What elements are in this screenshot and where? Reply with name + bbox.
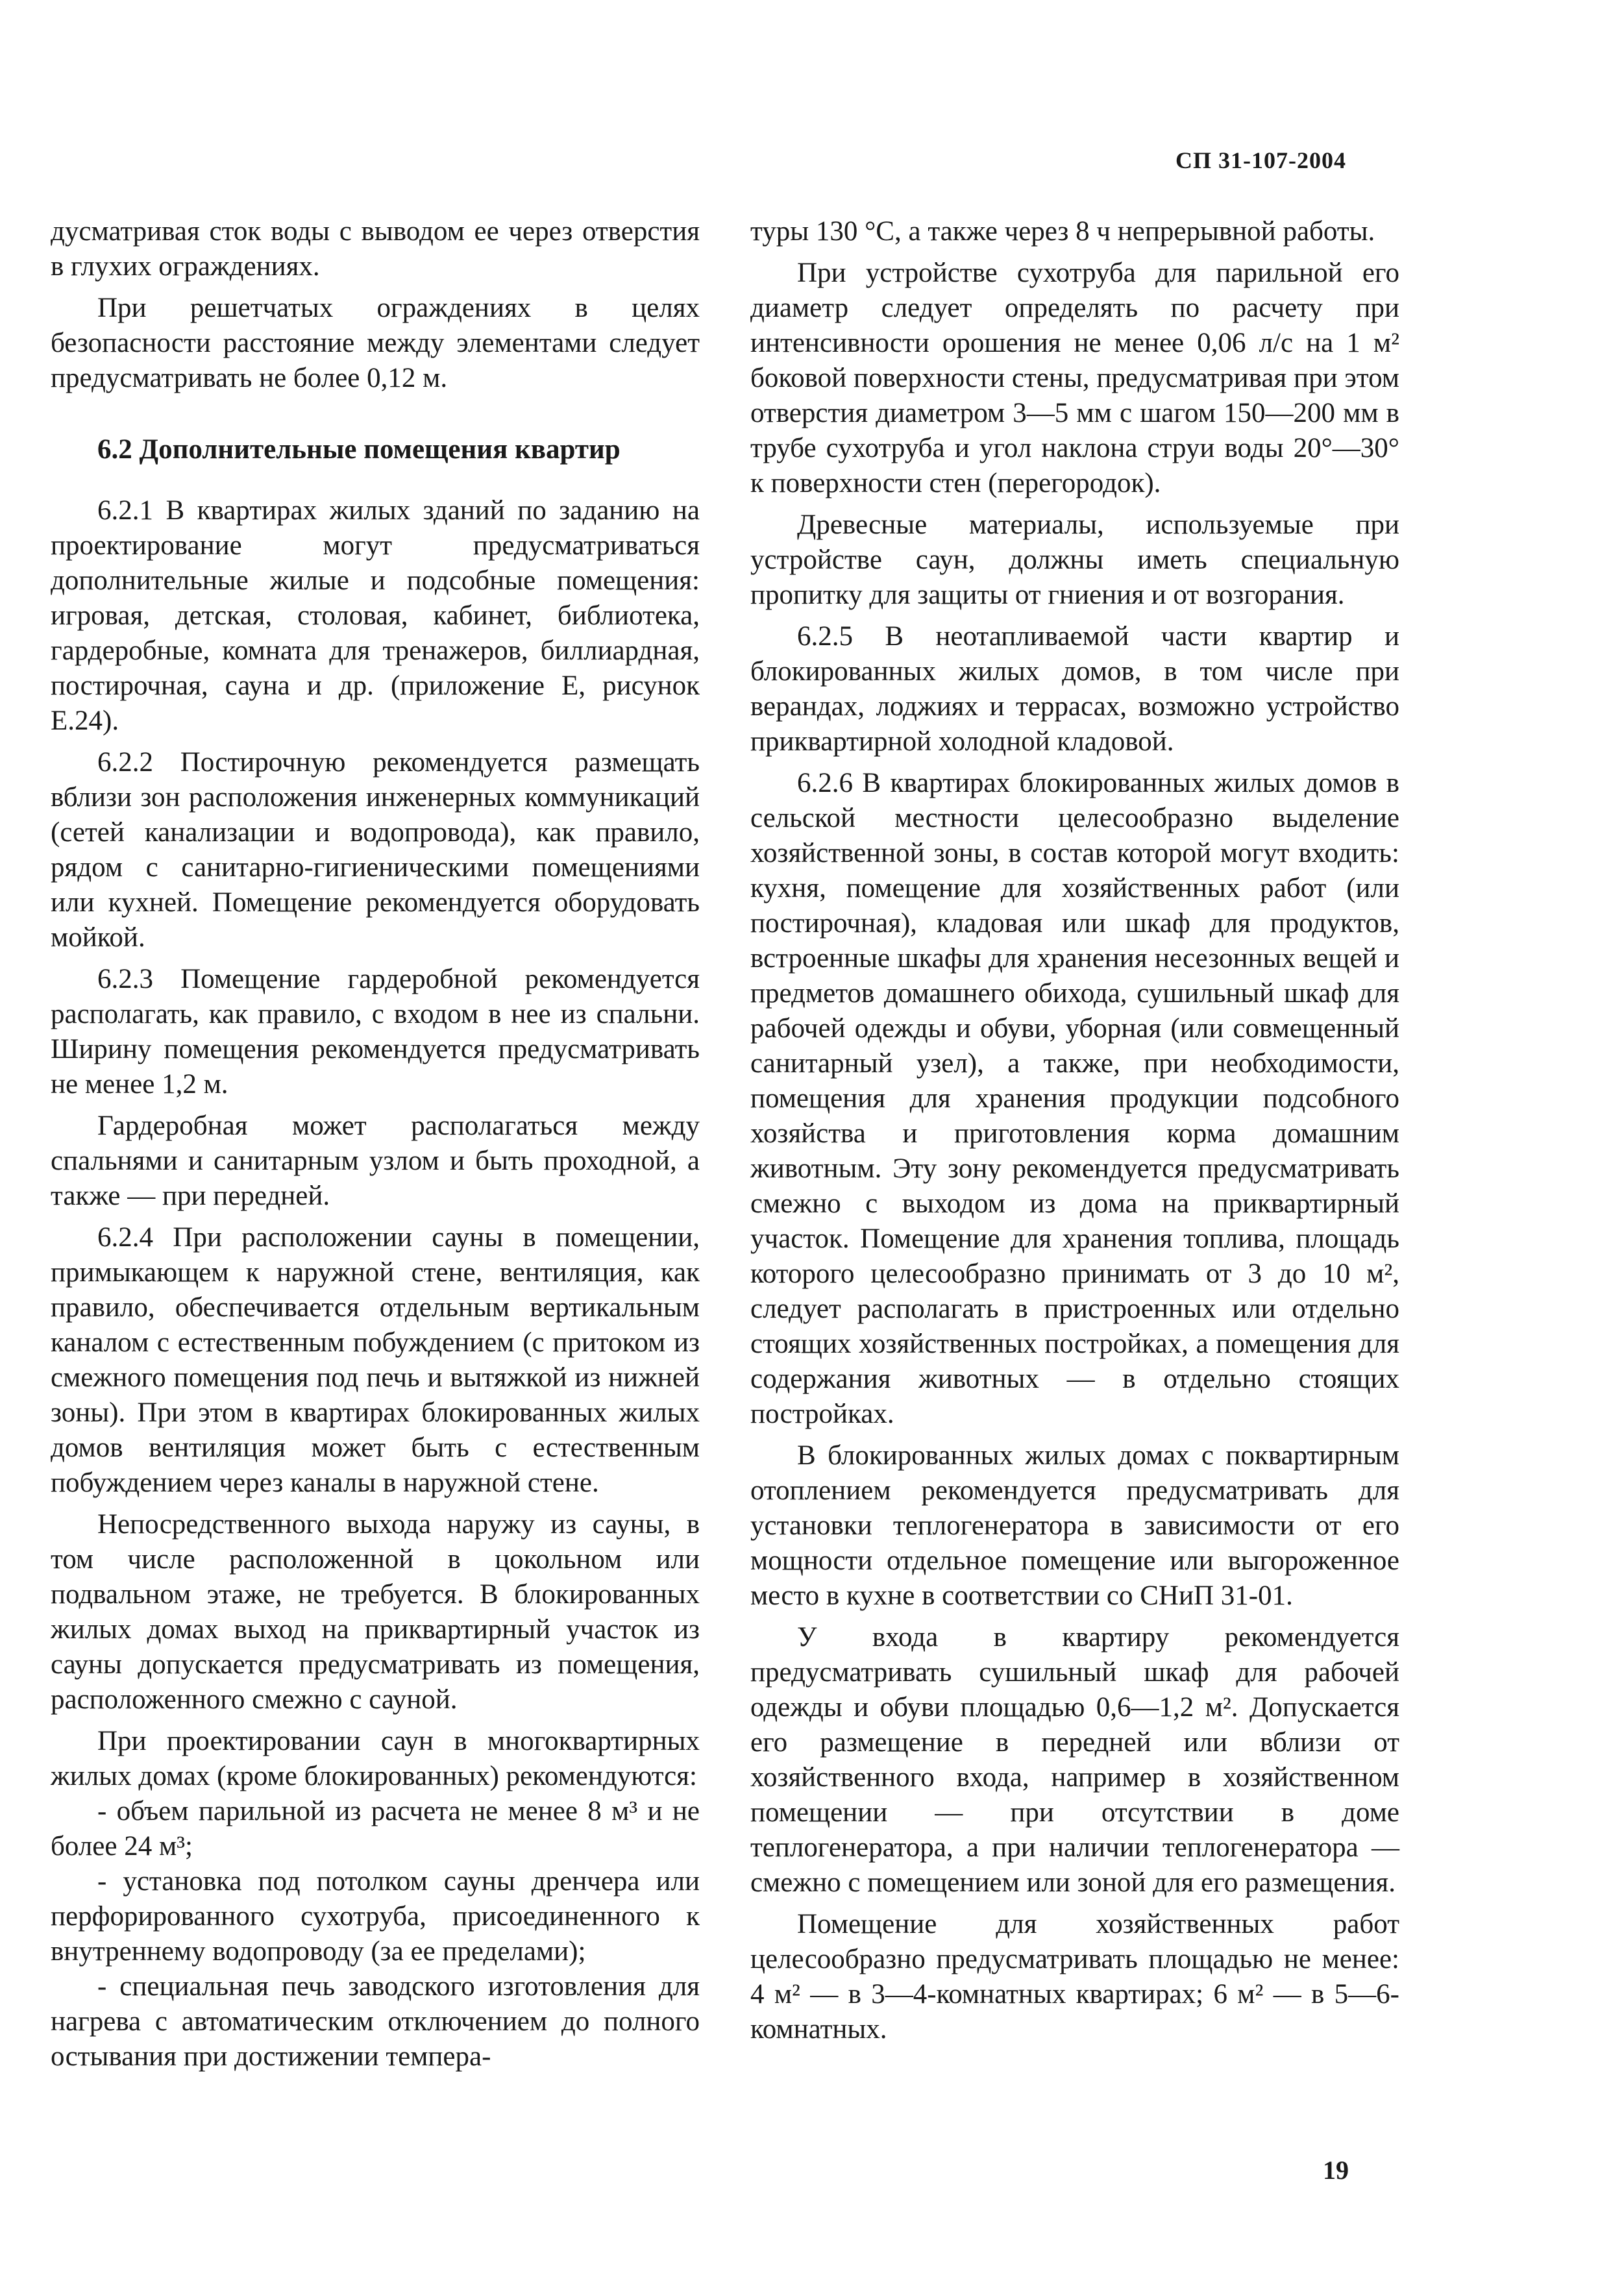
paragraph: При решетчатых ограждениях в целях безопасности расстояние между элементами следует предусматривать не более 0,12 м. [51,293,700,393]
paragraph: 6.2.2 Постирочную рекомендуется размещать вблизи зон расположения инженерных коммуникаций (сетей канализации и водопровода), как правило, рядом с санитарно-гигиеническими помещениями или кухней. Помещение рекомендуется оборудовать мойкой. [51,747,700,953]
page-number: 19 [1323,2156,1349,2185]
paragraph: 6.2.6 В квартирах блокированных жилых домов в сельской местности целесообразно выделение хозяйственной зоны, в состав которой могут входить: кухня, помещение для хозяйственных работ (или постирочная), кладовая или шкаф для продуктов, встроенные шкафы для хранения несезонных вещей и предметов домашнего обихода, сушильный шкаф для рабочей одежды и обуви, уборная (или совмещенный санитарный узел), а также, при необходимости, помещения для хранения продукции подсобного хозяйства и приготовления корма домашним животным. Эту зону рекомендуется предусматривать смежно с выходом из дома на приквартирный участок. Помещение для хранения топлива, площадь которого целесообразно принимать от 3 до 10 м², следует располагать в пристроенных или отдельно стоящих хозяйственных постройках, а помещения для содержания животных — в отдельно стоящих постройках. [750,768,1399,1429]
list-item: - установка под потолком сауны дренчера или перфорированного сухотруба, присоединенного к внутреннему водопроводу (за ее пределами); [51,1866,700,1967]
paragraph: Гардеробная может располагаться между спальнями и санитарным узлом и быть проходной, а также — при передней. [51,1111,700,1211]
right-column [750,214,1399,2047]
paragraph: 6.2.1 В квартирах жилых зданий по заданию на проектирование могут предусматриваться дополнительные жилые и подсобные помещения: игровая, детская, столовая, кабинет, библиотека, гардеробные, комната для тренажеров, биллиардная, постирочная, сауна и др. (приложение Е, рисунок Е.24). [51,495,700,736]
paragraph: Древесные материалы, используемые при устройстве саун, должны иметь специальную пропитку для защиты от гниения и от возгорания. [750,510,1399,610]
paragraph: При проектировании саун в многоквартирных жилых домах (кроме блокированных) рекомендуются: [51,1726,700,1791]
paragraph: дусматривая сток воды с выводом ее через отверстия в глухих ограждениях. [51,216,700,282]
list-item: - специальная печь заводского изготовления для нагрева с автоматическим отключением до полного остывания при достижении темпера- [51,1971,700,2072]
paragraph: 6.2.3 Помещение гардеробной рекомендуется располагать, как правило, с входом в нее из спальни. Ширину помещения рекомендуется предусматривать не менее 1,2 м. [51,964,700,1100]
paragraph: У входа в квартиру рекомендуется предусматривать сушильный шкаф для рабочей одежды и обуви площадью 0,6—1,2 м². Допускается его размещение в передней или вблизи от хозяйственного входа, например в хозяйственном помещении — при отсутствии в доме теплогенератора, а при наличии теплогенератора — смежно с помещением или зоной для его размещения. [750,1622,1399,1898]
section-heading: 6.2 Дополнительные помещения квартир [97,434,621,465]
left-column [51,214,700,2074]
paragraph: В блокированных жилых домах с поквартирным отоплением рекомендуется предусматривать для установки теплогенератора в зависимости от его мощности отдельное помещение или выгороженное место в кухне в соответствии со СНиП 31-01. [750,1440,1399,1611]
list-item: - объем парильной из расчета не менее 8 м³ и не более 24 м³; [51,1796,700,1862]
paragraph: Непосредственного выхода наружу из сауны, в том числе расположенной в цокольном или подвальном этаже, не требуется. В блокированных жилых домах выход на приквартирный участок из сауны допускается предусматривать из помещения, расположенного смежно с сауной. [51,1509,700,1715]
paragraph: При устройстве сухотруба для парильной его диаметр следует определять по расчету при интенсивности орошения не менее 0,06 л/с на 1 м² боковой поверхности стены, предусматривая при этом отверстия диаметром 3—5 мм с шагом 150—200 мм в трубе сухотруба и угол наклона струи воды 20°—30° к поверхности стен (перегородок). [750,258,1399,498]
paragraph: Помещение для хозяйственных работ целесообразно предусматривать площадью не менее: 4 м² — в 3—4-комнатных квартирах; 6 м² — в 5—6-комнатных. [750,1909,1399,2045]
paragraph: туры 130 °С, а также через 8 ч непрерывной работы. [750,216,1375,247]
paragraph: 6.2.4 При расположении сауны в помещении, примыкающем к наружной стене, вентиляция, как правило, обеспечивается отдельным вертикальным каналом с естественным побуждением (с притоком из смежного помещения под печь и вытяжкой из нижней зоны). При этом в квартирах блокированных жилых домов вентиляция может быть с естественным побуждением через каналы в наружной стене. [51,1222,700,1498]
paragraph: 6.2.5 В неотапливаемой части квартир и блокированных жилых домов, в том числе при верандах, лоджиях и террасах, возможно устройство приквартирной холодной кладовой. [750,621,1399,757]
document-code-header: СП 31-107-2004 [1175,147,1346,173]
